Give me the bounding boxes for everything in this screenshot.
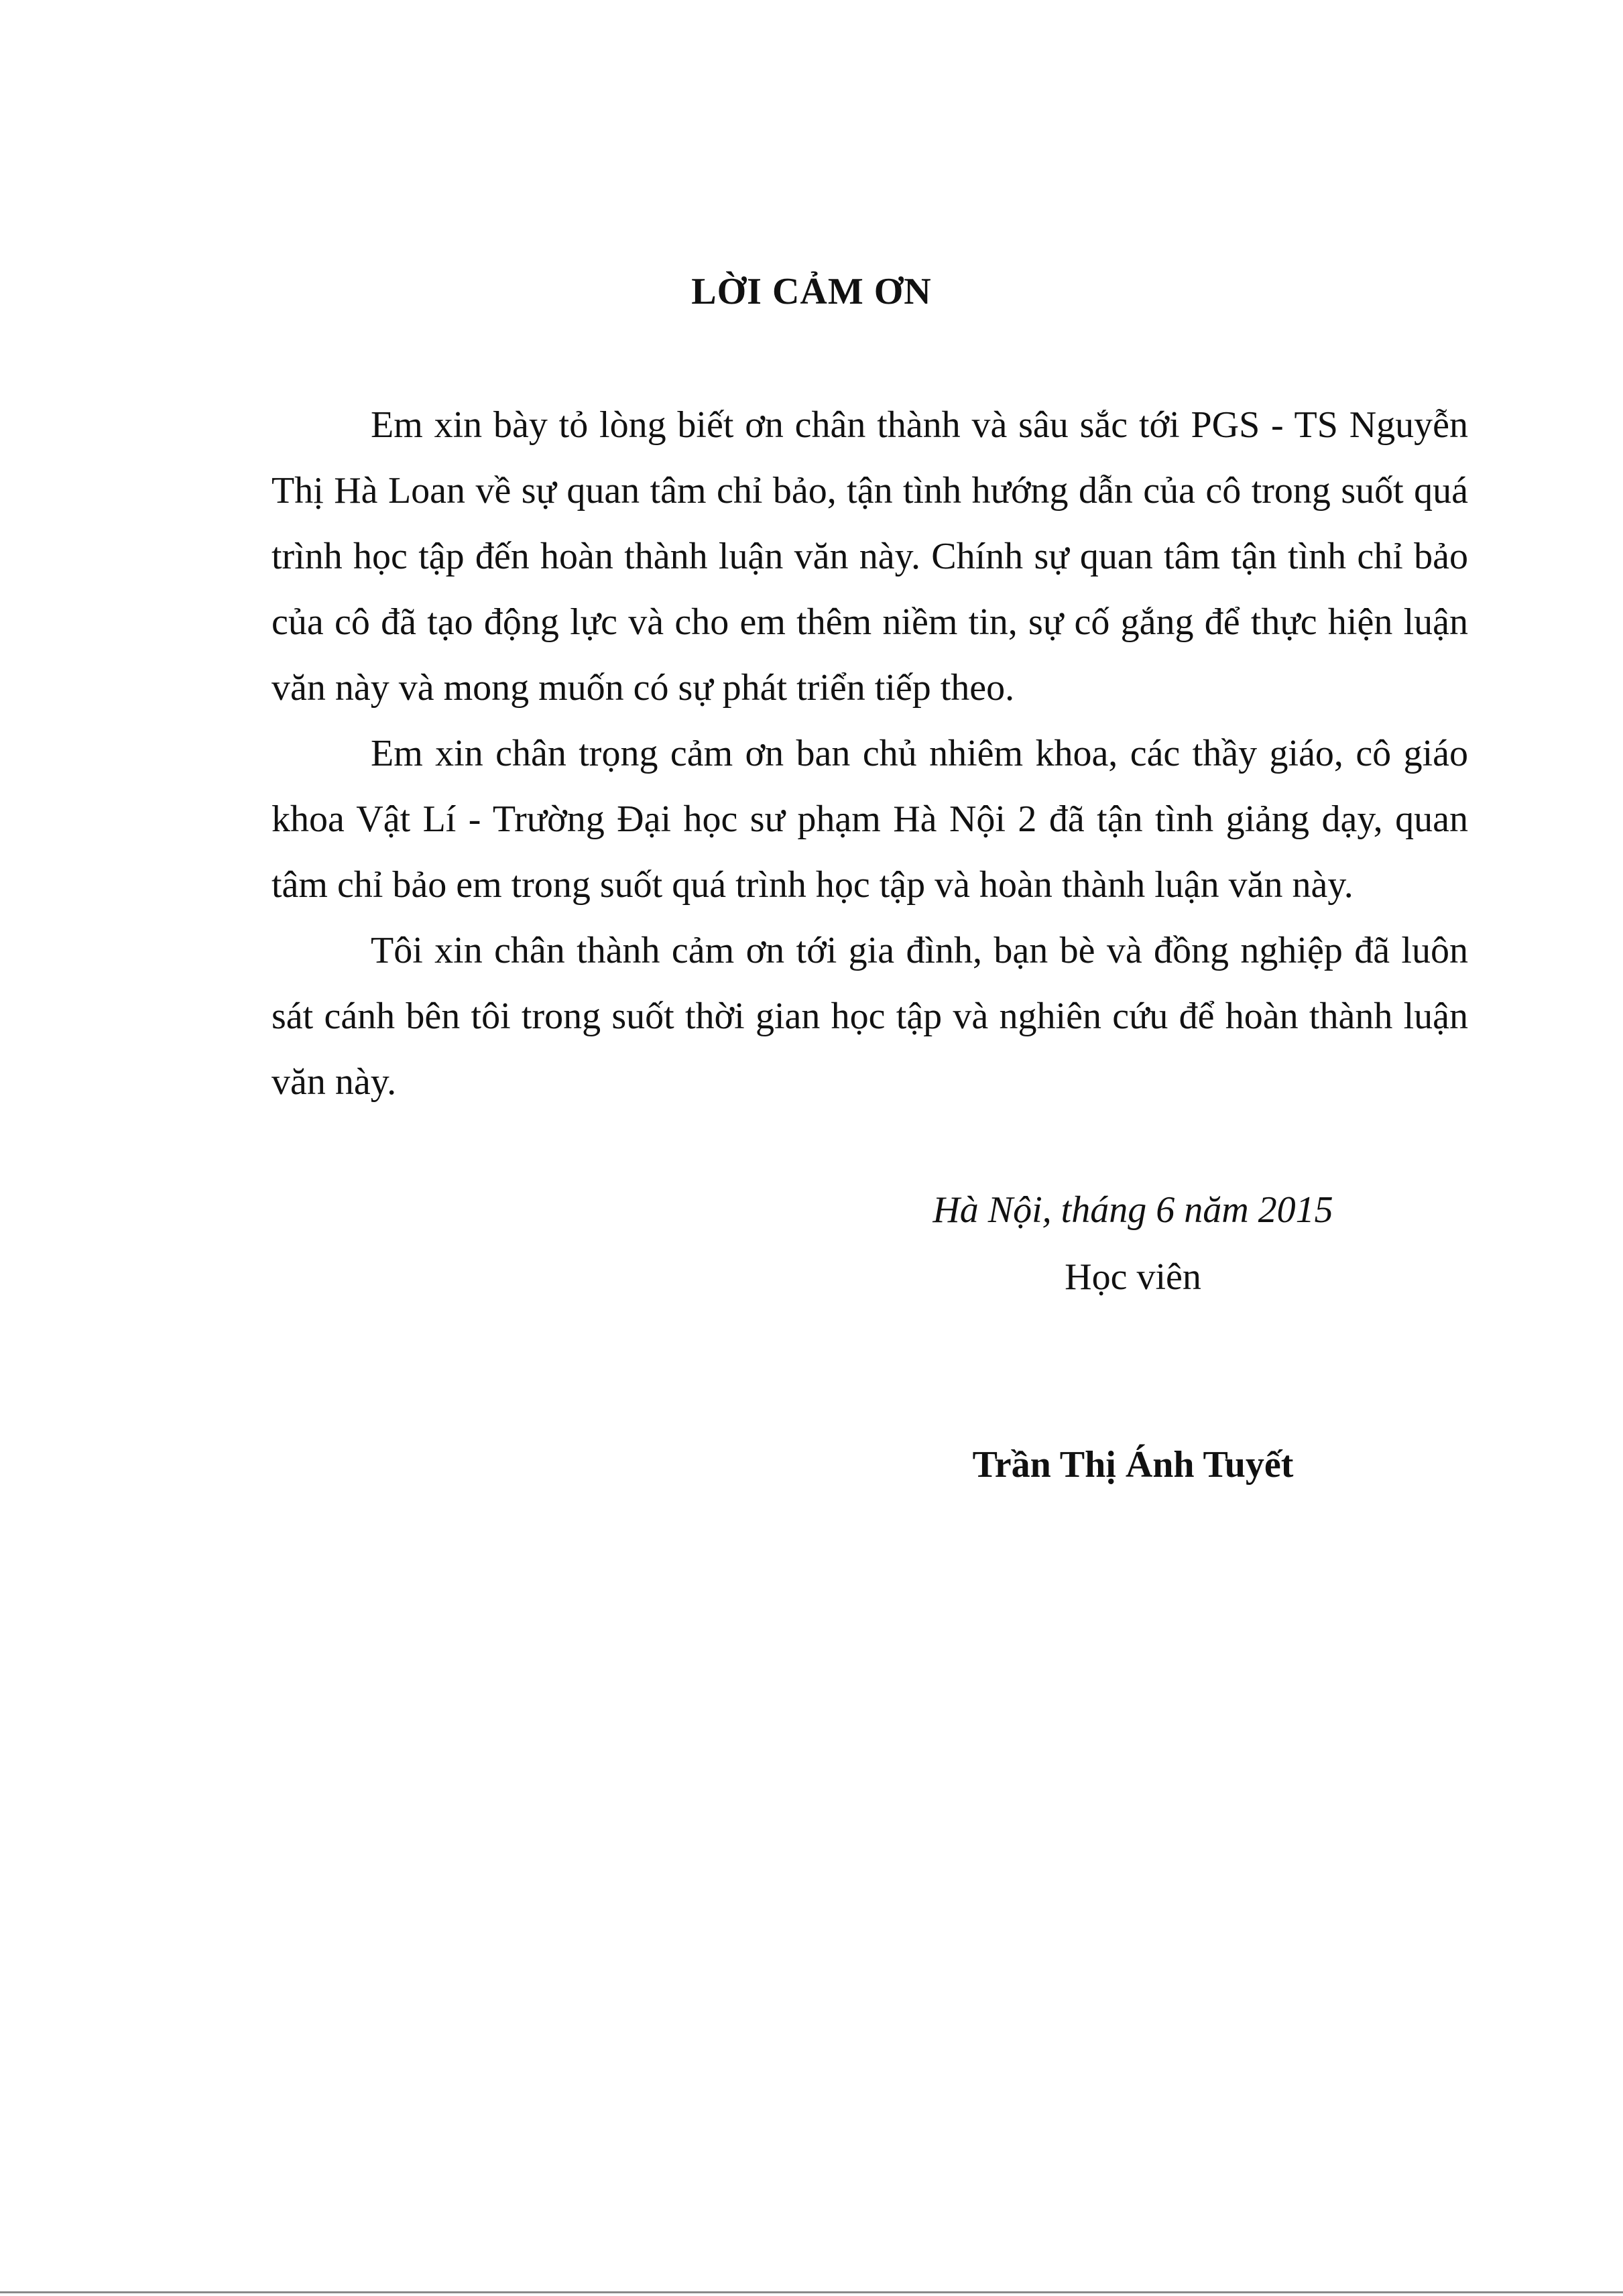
paragraph-1: Em xin bày tỏ lòng biết ơn chân thành và sâu sắc tới PGS - TS Nguyễn Thị Hà Loan về sự quan tâm chỉ bảo, tận tình hướng dẫn của cô trong suốt quá trình học tập đến hoàn thành luận văn này. Chính sự quan tâm tận tình chỉ bảo của cô đã tạo động lực và cho em thêm niềm tin, sự cố gắng để thực hiện luận văn này và mong muốn có sự phát triển tiếp theo. (272, 404, 1468, 709)
signature-place-date: Hà Nội, tháng 6 năm 2015 (933, 1189, 1333, 1231)
paragraph-2: Em xin chân trọng cảm ơn ban chủ nhiêm khoa, các thầy giáo, cô giáo khoa Vật Lí - Trường Đại học sư phạm Hà Nội 2 đã tận tình giảng dạy, quan tâm chỉ bảo em trong suốt quá trình học tập và hoàn thành luận văn này. (272, 733, 1468, 906)
acknowledgement-body (272, 392, 1468, 1115)
signature-role: Học viên (1065, 1256, 1201, 1298)
signature-block (858, 1187, 1408, 1488)
paragraph-3: Tôi xin chân thành cảm ơn tới gia đình, bạn bè và đồng nghiệp đã luôn sát cánh bên tôi trong suốt thời gian học tập và nghiên cứu để hoàn thành luận văn này. (272, 930, 1468, 1103)
bottom-divider (0, 2291, 1623, 2293)
page-title: LỜI CẢM ƠN (691, 271, 932, 312)
signature-name: Trần Thị Ánh Tuyết (972, 1444, 1294, 1486)
